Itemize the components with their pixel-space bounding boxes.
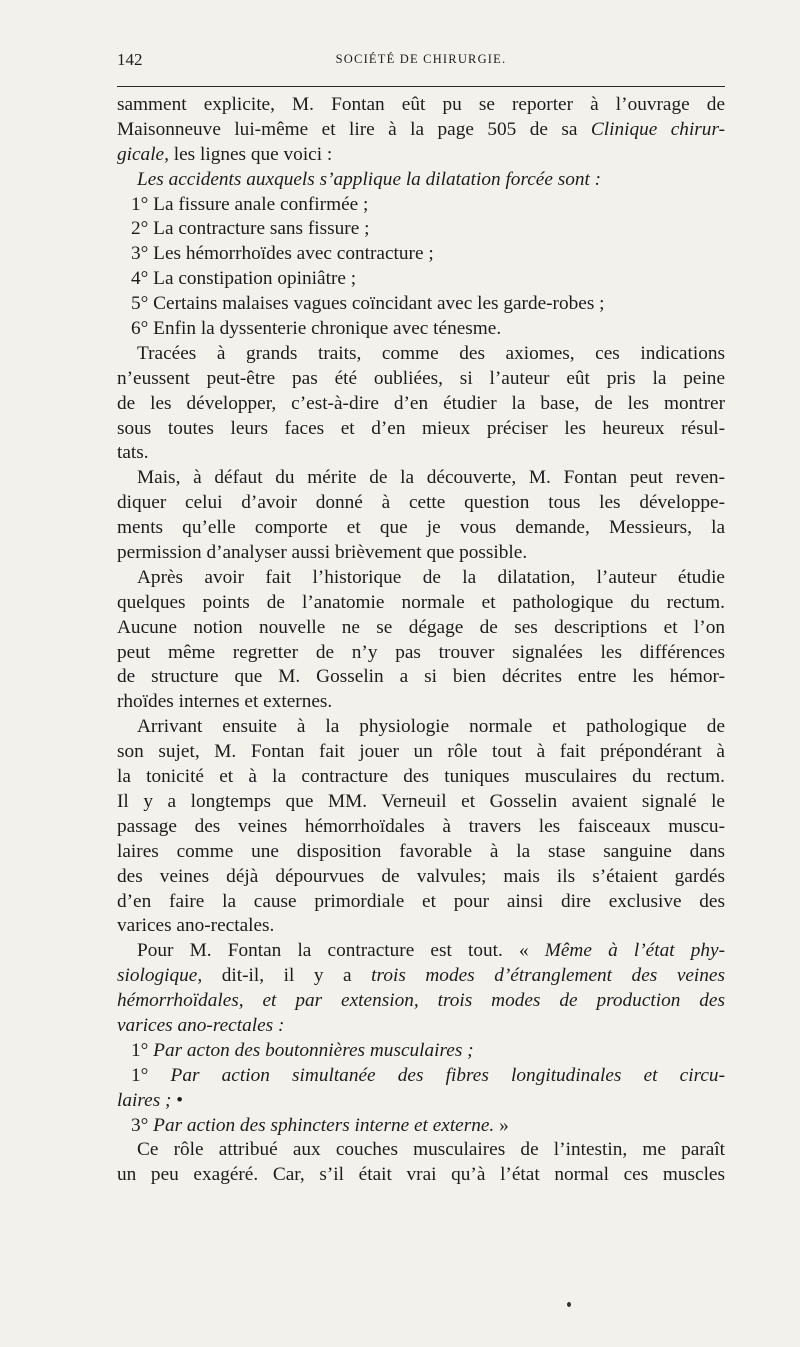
text-segment: n’eussent peut-être pas été oubliées, si l’auteur eût pris la peine	[117, 367, 725, 389]
text-segment: Pour M. Fontan la contracture est tout. «	[137, 940, 545, 962]
text-segment: son sujet, M. Fontan fait jouer un rôle tout à fait prépondérant à	[117, 741, 725, 763]
text-segment: peut même regretter de n’y pas trouver signalées les différences	[117, 641, 725, 663]
text-line	[117, 516, 725, 541]
text-segment: »	[494, 1114, 509, 1136]
text-line	[117, 765, 725, 790]
text-segment: samment explicite, M. Fontan eût pu se reporter à l’ouvrage de	[117, 94, 725, 115]
text-line	[117, 217, 725, 242]
text-line	[117, 1014, 725, 1039]
text-line	[117, 267, 725, 292]
text-segment: 4° La constipation opiniâtre ;	[131, 268, 357, 290]
text-line	[117, 1138, 725, 1163]
text-line	[117, 790, 725, 815]
text-line	[117, 989, 725, 1014]
text-line	[117, 616, 725, 641]
text-segment: sous toutes leurs faces et d’en mieux préciser les heureux résul-	[117, 417, 725, 439]
text-segment: varices ano-rectales.	[117, 915, 275, 937]
text-line	[117, 815, 725, 840]
text-line	[117, 242, 725, 267]
text-segment: passage des veines hémorrhoïdales à travers les faisceaux muscu-	[117, 815, 725, 837]
italic-segment: Même à l’état phy-	[544, 940, 725, 962]
italic-segment: trois modes d’étranglement des veines	[371, 965, 725, 987]
text-segment: de structure que M. Gosselin a si bien décrites entre les hémor-	[117, 666, 725, 688]
text-segment: ments qu’elle comporte et que je vous demande, Messieurs, la	[117, 517, 725, 539]
text-segment: 1° La fissure anale confirmée ;	[131, 193, 369, 215]
text-segment: diquer celui d’avoir donné à cette question tous les développe-	[117, 492, 725, 514]
text-segment: la tonicité et à la contracture des tuniques musculaires du rectum.	[117, 766, 725, 788]
text-segment: un peu exagéré. Car, s’il était vrai qu’à l’état normal ces muscles	[117, 1164, 725, 1186]
text-line	[117, 591, 725, 616]
text-segment: •	[171, 1089, 184, 1111]
book-page	[117, 48, 725, 1188]
text-line	[117, 118, 725, 143]
text-line	[117, 491, 725, 516]
text-segment: Tracées à grands traits, comme des axiomes, ces indications	[137, 342, 725, 364]
text-segment: dit-il, il y a	[202, 965, 372, 987]
text-line	[117, 914, 725, 939]
text-segment: laires comme une disposition favorable à la stase sanguine dans	[117, 840, 725, 862]
italic-segment: Par action simultanée des fibres longitudinales et circu-	[170, 1064, 725, 1086]
text-line	[117, 441, 725, 466]
text-line	[117, 541, 725, 566]
text-line	[117, 1064, 725, 1089]
text-line	[117, 367, 725, 392]
text-segment: Ce rôle attribué aux couches musculaires de l’intestin, me paraît	[137, 1139, 725, 1161]
text-segment: permission d’analyser aussi brièvement que possible.	[117, 542, 528, 564]
text-line	[117, 1114, 725, 1139]
text-line	[117, 865, 725, 890]
text-line	[117, 1039, 725, 1064]
text-line	[117, 1089, 725, 1114]
text-segment: Il y a longtemps que MM. Verneuil et Gosselin avaient signalé le	[117, 790, 725, 812]
italic-segment: Clinique chirur-	[590, 118, 725, 140]
text-line	[117, 840, 725, 865]
text-line	[117, 193, 725, 218]
text-line	[117, 392, 725, 417]
text-segment: Maisonneuve lui-même et lire à la page 505 de sa	[117, 118, 591, 140]
running-header	[117, 48, 725, 72]
header-rule	[117, 86, 725, 87]
text-segment: les lignes que voici :	[168, 143, 333, 165]
text-line	[117, 417, 725, 442]
text-segment: des veines déjà dépourvues de valvules; mais ils s’étaient gardés	[117, 865, 725, 887]
ink-speck	[567, 1302, 571, 1307]
text-segment: de les développer, c’est-à-dire d’en étudier la base, de les montrer	[117, 392, 725, 414]
text-segment: 1°	[131, 1064, 171, 1086]
italic-segment: laires ;	[117, 1089, 172, 1111]
text-segment: 2° La contracture sans fissure ;	[131, 218, 370, 240]
text-segment: Arrivant ensuite à la physiologie normale et pathologique de	[137, 716, 725, 738]
text-segment: quelques points de l’anatomie normale et pathologique du rectum.	[117, 591, 725, 613]
text-segment: rhoïdes internes et externes.	[117, 691, 333, 713]
text-line	[117, 143, 725, 168]
running-title: SOCIÉTÉ DE CHIRURGIE.	[335, 52, 507, 66]
italic-segment: hémorrhoïdales, et par extension, trois modes de production des	[117, 990, 725, 1012]
text-segment: Aucune notion nouvelle ne se dégage de ses descriptions et l’on	[117, 616, 725, 638]
italic-segment: Par acton des boutonnières musculaires ;	[153, 1039, 474, 1061]
text-line	[117, 715, 725, 740]
text-segment: Mais, à défaut du mérite de la découverte, M. Fontan peut reven-	[137, 467, 725, 489]
italic-segment: siologique,	[117, 965, 203, 987]
text-segment: d’en faire la cause primordiale et pour ainsi dire exclusive des	[117, 890, 725, 912]
italic-segment: Par action des sphincters interne et externe.	[153, 1114, 495, 1136]
text-line	[117, 342, 725, 367]
text-segment: 6° Enfin la dyssenterie chronique avec ténesme.	[131, 318, 502, 340]
body-text	[117, 93, 725, 1188]
text-line	[117, 292, 725, 317]
text-line	[117, 690, 725, 715]
text-line	[117, 939, 725, 964]
text-line	[117, 168, 725, 193]
text-segment: 5° Certains malaises vagues coïncidant avec les garde-robes ;	[131, 293, 605, 315]
text-line	[117, 964, 725, 989]
text-segment: 1°	[131, 1039, 154, 1061]
text-segment: tats.	[117, 442, 149, 464]
text-line	[117, 665, 725, 690]
text-line	[117, 890, 725, 915]
text-segment: 3° Les hémorrhoïdes avec contracture ;	[131, 243, 434, 265]
text-line	[117, 740, 725, 765]
page-number: 142	[117, 50, 143, 69]
text-line	[117, 466, 725, 491]
text-line	[117, 641, 725, 666]
text-line	[117, 1163, 725, 1188]
text-line	[117, 93, 725, 118]
italic-segment: varices ano-rectales :	[117, 1014, 285, 1036]
text-line	[117, 566, 725, 591]
italic-segment: Les accidents auxquels s’applique la dilatation forcée sont :	[137, 168, 602, 190]
text-segment: Après avoir fait l’historique de la dilatation, l’auteur étudie	[137, 566, 725, 588]
text-segment: 3°	[131, 1114, 154, 1136]
italic-segment: gicale,	[117, 143, 169, 165]
text-line	[117, 317, 725, 342]
